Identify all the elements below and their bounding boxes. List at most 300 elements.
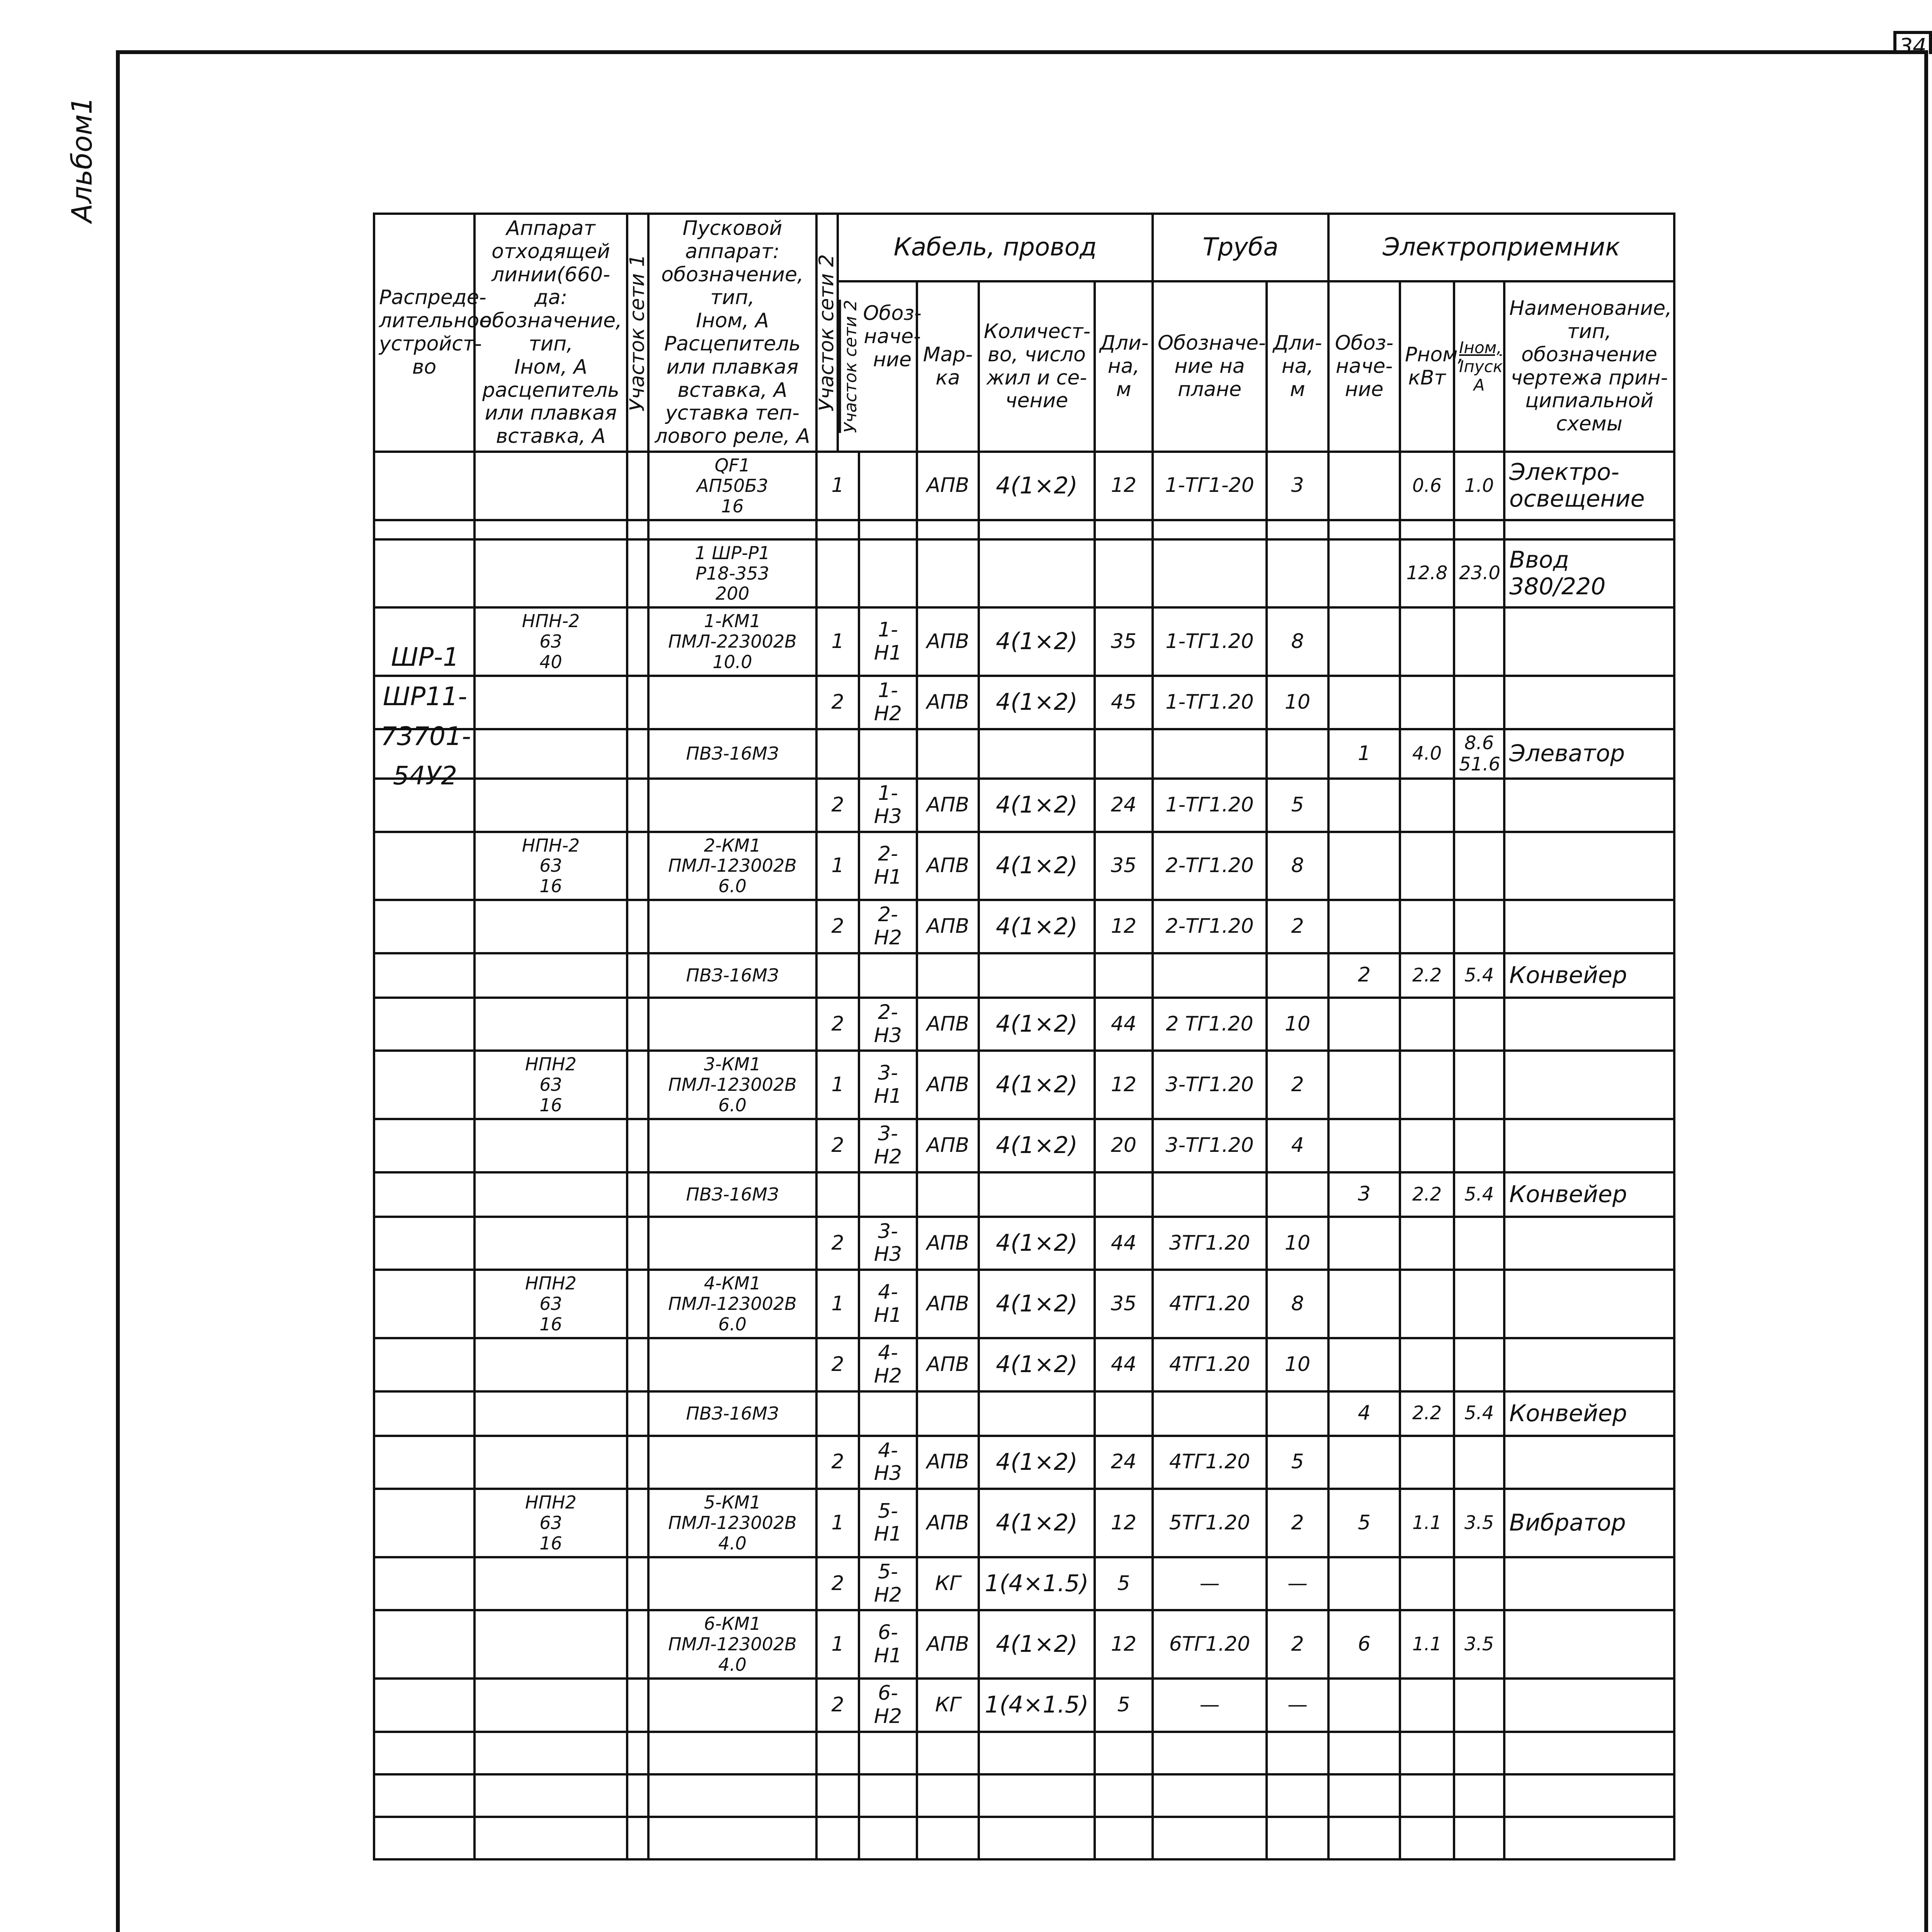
section1-cell (627, 1436, 648, 1489)
cable-id-cell: 5-Н1 (859, 1489, 917, 1557)
empty-cell (979, 1774, 1095, 1817)
section2-number-cell (816, 729, 859, 779)
receiver-current-cell (1454, 1679, 1504, 1732)
section1-cell (627, 1557, 648, 1611)
table-row (374, 1338, 1674, 1391)
section2-number-cell: 2 (816, 900, 859, 953)
receiver-current-cell (1454, 1217, 1504, 1270)
receiver-id-cell (1328, 1217, 1400, 1270)
empty-cell (1095, 1732, 1153, 1774)
receiver-id-cell (1328, 676, 1400, 729)
pipe-id-cell (1153, 520, 1267, 539)
section2-number-cell (816, 1391, 859, 1436)
empty-cell (1267, 1774, 1328, 1817)
cable-length-cell: 5 (1095, 1679, 1153, 1732)
section1-cell (627, 998, 648, 1051)
cable-brand-cell (917, 539, 979, 608)
cable-id-cell: 6-Н1 (859, 1610, 917, 1679)
cable-length-cell: 24 (1095, 1436, 1153, 1489)
hdr-section2-sub: Участок сети 2 (839, 300, 861, 433)
cable-id-cell: 6-Н2 (859, 1679, 917, 1732)
cable-length-cell: 24 (1095, 779, 1153, 832)
pipe-id-cell (1153, 1172, 1267, 1217)
receiver-power-cell (1400, 900, 1454, 953)
empty-cell (1504, 1732, 1674, 1774)
cable-id-cell (859, 539, 917, 608)
cable-brand-cell: АПВ (917, 998, 979, 1051)
receiver-power-cell (1400, 676, 1454, 729)
section2-number-cell: 2 (816, 1217, 859, 1270)
pipe-length-cell: 2 (1267, 1051, 1328, 1119)
hdr-starter: Пусковой аппарат: обозначение, тип, Iном, А Расцепитель или плавкая вставка, А уставка теп- лового реле, А (648, 214, 816, 452)
starter-cell: 6-КМ1 ПМЛ-123002В 4.0 (648, 1610, 816, 1679)
receiver-power-cell (1400, 1679, 1454, 1732)
cable-brand-cell: АПВ (917, 1489, 979, 1557)
pipe-id-cell: 3-ТГ1.20 (1153, 1051, 1267, 1119)
receiver-current-cell: 3.5 (1454, 1489, 1504, 1557)
receiver-current-cell (1454, 900, 1504, 953)
cable-length-cell (1095, 1172, 1153, 1217)
hdr-i-start: Iпуск (1459, 357, 1503, 376)
empty-cell (627, 1774, 648, 1817)
pipe-id-cell: 6ТГ1.20 (1153, 1610, 1267, 1679)
section1-cell (627, 1119, 648, 1172)
table-row (374, 729, 1674, 779)
cable-brand-cell: АПВ (917, 1436, 979, 1489)
device-cell (374, 1436, 474, 1489)
hdr-i-unit: А (1473, 375, 1485, 395)
cable-count-cell: 4(1×2) (979, 900, 1095, 953)
hdr-receiver-name: Наименование, тип, обозначение чертежа прин- ципиальной схемы (1504, 281, 1674, 452)
cable-brand-cell: АПВ (917, 607, 979, 676)
section1-cell (627, 1489, 648, 1557)
receiver-name-cell (1504, 1217, 1674, 1270)
section1-cell (627, 900, 648, 953)
cable-length-cell (1095, 729, 1153, 779)
table-row (374, 539, 1674, 608)
pipe-length-cell: 8 (1267, 607, 1328, 676)
cable-brand-cell: АПВ (917, 452, 979, 520)
cable-count-cell: 4(1×2) (979, 607, 1095, 676)
empty-cell (474, 1732, 627, 1774)
empty-cell (1095, 1774, 1153, 1817)
receiver-name-cell (1504, 1338, 1674, 1391)
receiver-current-cell (1454, 1270, 1504, 1338)
receiver-id-cell (1328, 779, 1400, 832)
cable-id-cell (859, 520, 917, 539)
hdr-cable-id (838, 281, 922, 452)
table-row (374, 1489, 1674, 1557)
starter-cell (648, 1557, 816, 1611)
cable-count-cell: 1(4×1.5) (979, 1557, 1095, 1611)
empty-cell (1400, 1732, 1454, 1774)
table-row (374, 1270, 1674, 1338)
pipe-length-cell: 8 (1267, 832, 1328, 900)
cable-brand-cell: АПВ (917, 676, 979, 729)
receiver-current-cell: 3.5 (1454, 1610, 1504, 1679)
cable-count-cell (979, 1391, 1095, 1436)
empty-cell (374, 1732, 474, 1774)
pipe-length-cell: 10 (1267, 1217, 1328, 1270)
cable-length-cell: 12 (1095, 452, 1153, 520)
cable-length-cell: 44 (1095, 1338, 1153, 1391)
empty-cell (374, 1774, 474, 1817)
pipe-id-cell: 1-ТГ1.20 (1153, 779, 1267, 832)
cable-id-cell (859, 452, 917, 520)
table-row (374, 1217, 1674, 1270)
empty-cell (1153, 1774, 1267, 1817)
section2-number-cell: 1 (816, 1270, 859, 1338)
device-cell (374, 520, 474, 539)
starter-cell: 1-КМ1 ПМЛ-223002В 10.0 (648, 607, 816, 676)
empty-cell (1454, 1774, 1504, 1817)
cable-length-cell (1095, 520, 1153, 539)
empty-cell (1400, 1817, 1454, 1859)
outgoing-apparatus-cell: НПН-2 63 40 (474, 607, 627, 676)
cable-id-cell (859, 953, 917, 998)
device-cell (374, 998, 474, 1051)
section1-cell (627, 452, 648, 520)
cable-id-cell: 1-Н3 (859, 779, 917, 832)
section2-number-cell: 2 (816, 1557, 859, 1611)
outgoing-apparatus-cell (474, 452, 627, 520)
cable-brand-cell: АПВ (917, 900, 979, 953)
device-cell (374, 1270, 474, 1338)
outgoing-apparatus-cell (474, 539, 627, 608)
starter-cell: ПВЗ-16МЗ (648, 1172, 816, 1217)
outgoing-apparatus-cell: НПН2 63 16 (474, 1489, 627, 1557)
cable-count-cell: 4(1×2) (979, 1051, 1095, 1119)
table-row (374, 953, 1674, 998)
device-cell (374, 1391, 474, 1436)
receiver-current-cell (1454, 1338, 1504, 1391)
receiver-id-cell (1328, 1270, 1400, 1338)
receiver-power-cell (1400, 1557, 1454, 1611)
receiver-name-cell: Ввод 380/220 (1504, 539, 1674, 608)
receiver-name-cell (1504, 1270, 1674, 1338)
receiver-power-cell: 0.6 (1400, 452, 1454, 520)
cable-length-cell: 5 (1095, 1557, 1153, 1611)
outgoing-apparatus-cell (474, 729, 627, 779)
pipe-length-cell (1267, 520, 1328, 539)
section2-number-cell: 1 (816, 1051, 859, 1119)
cable-id-cell: 1-Н1 (859, 607, 917, 676)
empty-cell (648, 1817, 816, 1859)
empty-cell (1504, 1817, 1674, 1859)
outgoing-apparatus-cell (474, 1172, 627, 1217)
cable-count-cell: 4(1×2) (979, 1489, 1095, 1557)
pipe-length-cell: 10 (1267, 1338, 1328, 1391)
receiver-name-cell (1504, 607, 1674, 676)
empty-cell (1328, 1732, 1400, 1774)
pipe-length-cell: 5 (1267, 779, 1328, 832)
receiver-id-cell: 6 (1328, 1610, 1400, 1679)
sheet-number-box (1893, 31, 1932, 59)
empty-cell (374, 1817, 474, 1859)
pipe-id-cell: 4ТГ1.20 (1153, 1436, 1267, 1489)
starter-cell (648, 779, 816, 832)
receiver-id-cell (1328, 452, 1400, 520)
pipe-length-cell: — (1267, 1679, 1328, 1732)
receiver-current-cell (1454, 676, 1504, 729)
table-row (374, 607, 1674, 676)
cable-length-cell: 44 (1095, 998, 1153, 1051)
starter-cell: 5-КМ1 ПМЛ-123002В 4.0 (648, 1489, 816, 1557)
hdr-section1: Участок сети 1 (627, 214, 648, 452)
cable-length-cell: 44 (1095, 1217, 1153, 1270)
device-cell (374, 1679, 474, 1732)
device-cell (374, 953, 474, 998)
starter-cell (648, 1119, 816, 1172)
outgoing-apparatus-cell (474, 1338, 627, 1391)
receiver-current-cell: 5.4 (1454, 1391, 1504, 1436)
receiver-name-cell: Конвейер (1504, 953, 1674, 998)
pipe-id-cell: — (1153, 1679, 1267, 1732)
starter-cell: ПВЗ-16МЗ (648, 729, 816, 779)
receiver-id-cell (1328, 1679, 1400, 1732)
starter-cell (648, 1338, 816, 1391)
outgoing-apparatus-cell: НПН2 63 16 (474, 1270, 627, 1338)
receiver-current-cell (1454, 1436, 1504, 1489)
cable-length-cell: 20 (1095, 1119, 1153, 1172)
pipe-length-cell (1267, 729, 1328, 779)
empty-cell (979, 1817, 1095, 1859)
empty-cell (648, 1732, 816, 1774)
album-label: Альбом1 (66, 97, 98, 223)
empty-cell (917, 1774, 979, 1817)
section1-cell (627, 676, 648, 729)
outgoing-apparatus-cell (474, 1391, 627, 1436)
table-row (374, 676, 1674, 729)
pipe-length-cell (1267, 1172, 1328, 1217)
hdr-cable-length: Дли- на, м (1095, 281, 1153, 452)
device-cell (374, 1051, 474, 1119)
receiver-power-cell (1400, 832, 1454, 900)
cable-count-cell: 4(1×2) (979, 1610, 1095, 1679)
outgoing-apparatus-cell (474, 1610, 627, 1679)
cable-length-cell (1095, 539, 1153, 608)
cable-count-cell: 4(1×2) (979, 1270, 1095, 1338)
pipe-id-cell (1153, 953, 1267, 998)
starter-cell: ПВЗ-16МЗ (648, 953, 816, 998)
pipe-length-cell: — (1267, 1557, 1328, 1611)
empty-cell (859, 1732, 917, 1774)
device-label-line: 54У2 (393, 760, 457, 791)
receiver-power-cell: 2.2 (1400, 953, 1454, 998)
pipe-id-cell: 2-ТГ1.20 (1153, 900, 1267, 953)
empty-cell (1153, 1732, 1267, 1774)
cable-length-cell: 35 (1095, 832, 1153, 900)
receiver-current-cell: 5.4 (1454, 1172, 1504, 1217)
receiver-id-cell (1328, 607, 1400, 676)
pipe-id-cell: 4ТГ1.20 (1153, 1270, 1267, 1338)
section1-cell (627, 832, 648, 900)
receiver-id-cell: 1 (1328, 729, 1400, 779)
section2-number-cell: 1 (816, 607, 859, 676)
table-row (374, 832, 1674, 900)
receiver-id-cell: 3 (1328, 1172, 1400, 1217)
section2-number-cell: 1 (816, 832, 859, 900)
table-row (374, 1679, 1674, 1732)
pipe-length-cell: 2 (1267, 900, 1328, 953)
receiver-current-cell (1454, 998, 1504, 1051)
table-row (374, 1610, 1674, 1679)
receiver-power-cell (1400, 779, 1454, 832)
section2-number-cell: 2 (816, 779, 859, 832)
receiver-power-cell: 4.0 (1400, 729, 1454, 779)
pipe-length-cell: 5 (1267, 1436, 1328, 1489)
starter-cell: 1 ШР-Р1 Р18-353 200 (648, 539, 816, 608)
hdr-section2: Участок сети 2 (816, 214, 838, 452)
cable-count-cell: 4(1×2) (979, 1217, 1095, 1270)
cable-id-cell: 5-Н2 (859, 1557, 917, 1611)
starter-cell (648, 676, 816, 729)
hdr-i-nom: Iном, (1459, 338, 1502, 357)
cable-count-cell: 4(1×2) (979, 832, 1095, 900)
hdr-device: Распреде- лительное устройст- во (374, 214, 474, 452)
cable-id-cell: 3-Н3 (859, 1217, 917, 1270)
cable-id-cell (859, 729, 917, 779)
cable-brand-cell: АПВ (917, 1051, 979, 1119)
cable-count-cell (979, 953, 1095, 998)
pipe-id-cell: 2-ТГ1.20 (1153, 832, 1267, 900)
cable-count-cell: 4(1×2) (979, 452, 1095, 520)
starter-cell (648, 1436, 816, 1489)
cable-id-cell (859, 1172, 917, 1217)
outgoing-apparatus-cell (474, 998, 627, 1051)
cable-brand-cell (917, 729, 979, 779)
receiver-id-cell (1328, 1436, 1400, 1489)
cable-count-cell: 4(1×2) (979, 1338, 1095, 1391)
cable-length-cell: 12 (1095, 1610, 1153, 1679)
empty-cell (917, 1732, 979, 1774)
receiver-id-cell (1328, 900, 1400, 953)
device-cell (374, 832, 474, 900)
section2-number-cell: 1 (816, 1610, 859, 1679)
pipe-id-cell: 3-ТГ1.20 (1153, 1119, 1267, 1172)
section1-cell (627, 1679, 648, 1732)
empty-cell (1454, 1732, 1504, 1774)
empty-cell (1267, 1817, 1328, 1859)
cable-length-cell: 12 (1095, 1489, 1153, 1557)
pipe-length-cell: 2 (1267, 1489, 1328, 1557)
outgoing-apparatus-cell (474, 1436, 627, 1489)
pipe-id-cell (1153, 539, 1267, 608)
cable-length-cell (1095, 953, 1153, 998)
receiver-power-cell (1400, 1338, 1454, 1391)
section1-cell (627, 1217, 648, 1270)
receiver-power-cell (1400, 520, 1454, 539)
receiver-name-cell (1504, 1610, 1674, 1679)
pipe-length-cell: 4 (1267, 1119, 1328, 1172)
outgoing-apparatus-cell (474, 676, 627, 729)
empty-cell (627, 1732, 648, 1774)
table-row (374, 1119, 1674, 1172)
empty-cell (1153, 1817, 1267, 1859)
cable-id-cell: 4-Н3 (859, 1436, 917, 1489)
device-label-line: ШР-1 (391, 642, 459, 672)
device-cell (374, 900, 474, 953)
cable-id-cell: 4-Н1 (859, 1270, 917, 1338)
hdr-pipe-id: Обозначе- ние на плане (1153, 281, 1267, 452)
section2-number-cell (816, 539, 859, 608)
pipe-length-cell: 3 (1267, 452, 1328, 520)
outgoing-apparatus-cell: НПН-2 63 16 (474, 832, 627, 900)
cable-length-cell: 12 (1095, 900, 1153, 953)
empty-cell (1267, 1732, 1328, 1774)
section2-number-cell: 2 (816, 1119, 859, 1172)
receiver-name-cell (1504, 900, 1674, 953)
cable-count-cell: 4(1×2) (979, 1119, 1095, 1172)
starter-cell (648, 1217, 816, 1270)
outgoing-apparatus-cell (474, 900, 627, 953)
receiver-name-cell (1504, 676, 1674, 729)
empty-cell (1504, 1774, 1674, 1817)
cable-count-cell (979, 1172, 1095, 1217)
section2-number-cell: 2 (816, 1338, 859, 1391)
receiver-id-cell (1328, 832, 1400, 900)
empty-cell (816, 1732, 859, 1774)
receiver-power-cell (1400, 607, 1454, 676)
cable-brand-cell (917, 1172, 979, 1217)
outgoing-apparatus-cell (474, 1557, 627, 1611)
empty-cell (474, 1817, 627, 1859)
section1-cell (627, 779, 648, 832)
hdr-receiver-group: Электроприемник (1328, 214, 1674, 281)
receiver-id-cell: 5 (1328, 1489, 1400, 1557)
empty-cell (1328, 1817, 1400, 1859)
cable-count-cell: 4(1×2) (979, 998, 1095, 1051)
receiver-name-cell (1504, 1557, 1674, 1611)
section1-cell (627, 1051, 648, 1119)
section2-number-cell (816, 953, 859, 998)
pipe-id-cell: 4ТГ1.20 (1153, 1338, 1267, 1391)
device-label-line: ШР11- (383, 682, 468, 712)
empty-cell (816, 1774, 859, 1817)
outgoing-apparatus-cell (474, 953, 627, 998)
hdr-cable-mark-id: Обоз- наче- ние (863, 302, 922, 371)
starter-cell: 3-КМ1 ПМЛ-123002В 6.0 (648, 1051, 816, 1119)
receiver-current-cell: 23.0 (1454, 539, 1504, 608)
table-row (374, 1436, 1674, 1489)
table-row (374, 1557, 1674, 1611)
starter-cell (648, 1679, 816, 1732)
pipe-length-cell (1267, 1391, 1328, 1436)
empty-cell (1454, 1817, 1504, 1859)
receiver-current-cell (1454, 832, 1504, 900)
table-row (374, 452, 1674, 520)
starter-cell: QF1 АП50Б3 16 (648, 452, 816, 520)
section2-number-cell: 1 (816, 452, 859, 520)
outgoing-apparatus-cell (474, 1217, 627, 1270)
receiver-power-cell (1400, 1436, 1454, 1489)
receiver-name-cell: Вибратор (1504, 1489, 1674, 1557)
receiver-power-cell: 1.1 (1400, 1489, 1454, 1557)
hdr-outgoing: Аппарат отходящей линии(660- да: обозначение, тип, Iном, А расцепитель или плавкая вставка, А (474, 214, 627, 452)
outgoing-apparatus-cell (474, 779, 627, 832)
cable-id-cell: 3-Н1 (859, 1051, 917, 1119)
receiver-power-cell (1400, 998, 1454, 1051)
receiver-power-cell: 1.1 (1400, 1610, 1454, 1679)
receiver-current-cell: 5.4 (1454, 953, 1504, 998)
section1-cell (627, 729, 648, 779)
table-row (374, 1817, 1674, 1859)
pipe-id-cell: 1-ТГ1-20 (1153, 452, 1267, 520)
cable-count-cell (979, 539, 1095, 608)
receiver-name-cell: Элеватор (1504, 729, 1674, 779)
pipe-length-cell: 8 (1267, 1270, 1328, 1338)
empty-cell (917, 1817, 979, 1859)
